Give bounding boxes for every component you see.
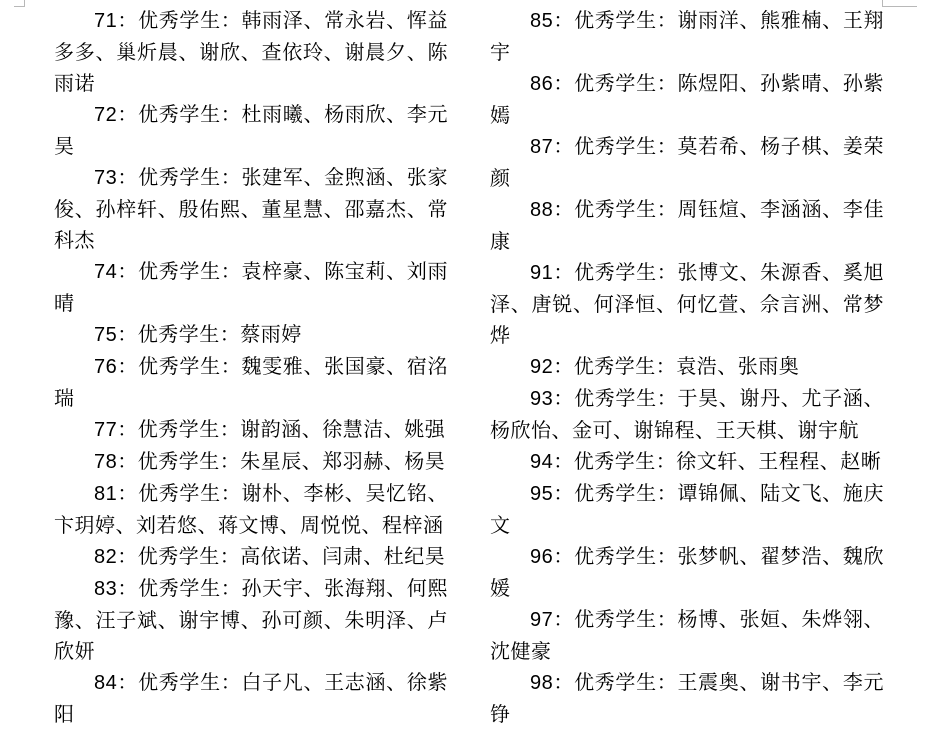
entry-text: ：优秀学生：张梦帆、翟梦浩、魏欣媛: [490, 544, 884, 600]
class-entry: [490, 604, 884, 667]
class-number: 83: [94, 578, 118, 600]
class-entry: [54, 667, 448, 730]
entry-text: ：优秀学生：袁梓豪、陈宝莉、刘雨晴: [54, 259, 448, 315]
class-number: 87: [530, 136, 554, 158]
entry-text: ：优秀学生：张建军、金煦涵、张家俊、孙梓轩、殷佑熙、董星慧、邵嘉杰、常科杰: [54, 165, 448, 252]
class-number: 86: [530, 73, 554, 95]
class-number: 85: [530, 10, 554, 32]
entry-text: ：优秀学生：蔡雨婷: [117, 322, 302, 346]
left-text-column: [54, 5, 448, 730]
class-entry: [54, 541, 448, 573]
class-number: 71: [94, 10, 118, 32]
entry-text: ：优秀学生：张博文、朱源香、奚旭泽、唐锐、何泽恒、何忆萱、佘言洲、常梦烨: [490, 260, 884, 347]
class-entry: [54, 573, 448, 667]
entry-text: ：优秀学生：于昊、谢丹、尤子涵、杨欣怡、金可、谢锦程、王天棋、谢宇航: [490, 386, 884, 442]
class-number: 95: [530, 483, 554, 505]
class-entry: [54, 478, 448, 541]
right-text-column: [490, 5, 884, 730]
entry-text: ：优秀学生：周钰煊、李涵涵、李佳康: [490, 197, 884, 253]
class-number: 97: [530, 609, 554, 631]
class-number: 93: [530, 388, 554, 410]
class-number: 88: [530, 199, 554, 221]
class-number: 81: [94, 483, 118, 505]
class-entry: [54, 319, 448, 351]
class-entry: [490, 383, 884, 446]
class-number: 78: [94, 451, 118, 473]
entry-text: ：优秀学生：孙天宇、张海翔、何熙豫、汪子斌、谢宇博、孙可颜、朱明泽、卢欣妍: [54, 576, 448, 663]
class-number: 84: [94, 672, 118, 694]
class-number: 74: [94, 261, 118, 283]
entry-text: ：优秀学生：韩雨泽、常永岩、恽益多多、巢炘晨、谢欣、查依玲、谢晨夕、陈雨诺: [54, 8, 448, 95]
class-number: 75: [94, 324, 118, 346]
class-entry: [490, 478, 884, 541]
entry-text: ：优秀学生：魏雯雅、张国豪、宿洺瑞: [54, 354, 448, 410]
class-entry: [54, 256, 448, 319]
class-entry: [490, 446, 884, 478]
class-entry: [490, 131, 884, 194]
class-number: 82: [94, 546, 118, 568]
left-margin-crop-mark: [14, 0, 25, 7]
class-entry: [490, 351, 884, 383]
entry-text: ：优秀学生：谢雨洋、熊雅楠、王翔宇: [490, 8, 884, 64]
class-entry: [54, 162, 448, 256]
entry-text: ：优秀学生：谢韵涵、徐慧洁、姚强: [117, 417, 446, 441]
entry-text: ：优秀学生：谭锦佩、陆文飞、施庆文: [490, 481, 884, 537]
entry-text: ：优秀学生：白子凡、王志涵、徐紫阳: [54, 670, 448, 726]
class-number: 92: [530, 356, 554, 378]
class-entry: [490, 68, 884, 131]
class-entry: [54, 446, 448, 478]
class-entry: [490, 667, 884, 730]
entry-text: ：优秀学生：陈煜阳、孙紫晴、孙紫嫣: [490, 71, 884, 127]
entry-text: ：优秀学生：徐文轩、王程程、赵晰: [553, 449, 882, 473]
class-number: 73: [94, 167, 118, 189]
class-entry: [54, 99, 448, 162]
entry-text: ：优秀学生：朱星辰、郑羽赫、杨昊: [117, 449, 446, 473]
entry-text: ：优秀学生：谢朴、李彬、吴忆铭、卞玥婷、刘若悠、蒋文博、周悦悦、程梓涵: [54, 481, 448, 537]
class-number: 98: [530, 672, 554, 694]
class-entry: [54, 5, 448, 99]
class-number: 94: [530, 451, 554, 473]
class-number: 77: [94, 419, 118, 441]
class-number: 72: [94, 104, 118, 126]
class-entry: [490, 194, 884, 257]
class-number: 76: [94, 356, 118, 378]
class-entry: [54, 414, 448, 446]
class-number: 96: [530, 546, 554, 568]
entry-text: ：优秀学生：莫若希、杨子棋、姜荣颜: [490, 134, 884, 190]
class-number: 91: [530, 262, 554, 284]
class-entry: [490, 541, 884, 604]
right-margin-crop-mark: [882, 0, 917, 7]
entry-text: ：优秀学生：高依诺、闫肃、杜纪昊: [117, 544, 446, 568]
class-entry: [490, 257, 884, 351]
class-entry: [54, 351, 448, 414]
entry-text: ：优秀学生：袁浩、张雨奥: [553, 354, 800, 378]
entry-text: ：优秀学生：王震奥、谢书宇、李元铮: [490, 670, 884, 726]
entry-text: ：优秀学生：杜雨曦、杨雨欣、李元昊: [54, 102, 448, 158]
entry-text: ：优秀学生：杨博、张姮、朱烨翎、沈健豪: [490, 607, 884, 663]
class-entry: [490, 5, 884, 68]
